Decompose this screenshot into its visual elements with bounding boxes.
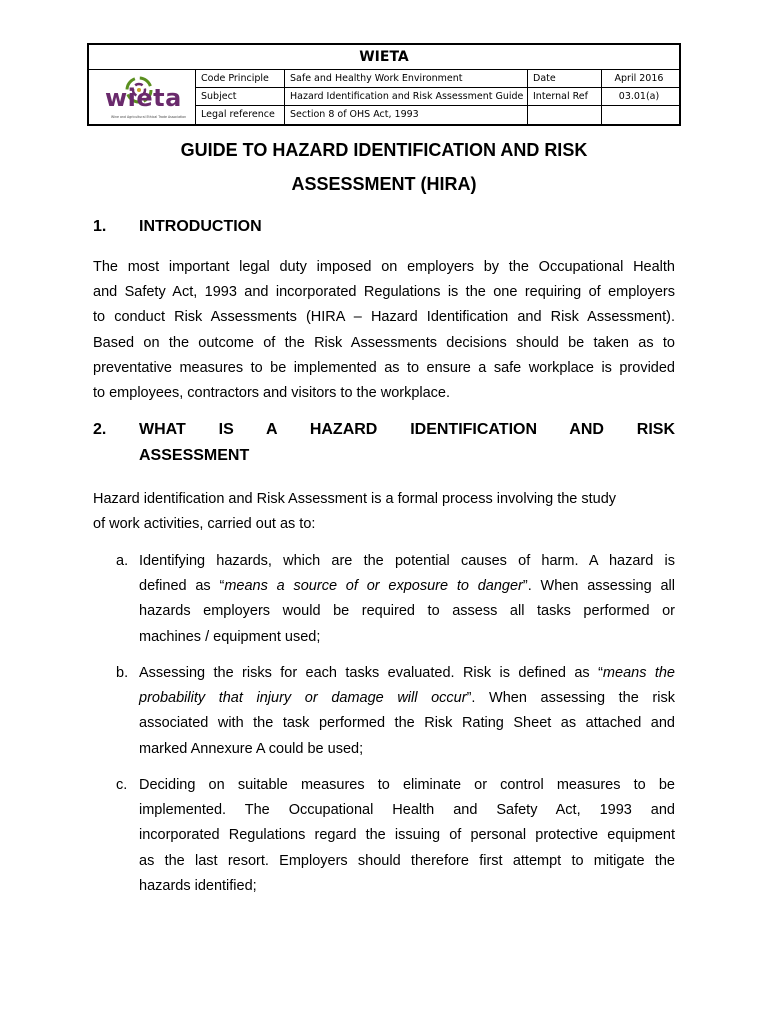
text-line: probability that injury or damage will occur”. When assessing the risk (139, 690, 675, 707)
text-line: Hazard identification and Risk Assessment is a formal process involving the study (93, 491, 617, 507)
document-header-table (87, 43, 681, 126)
text-line: of work activities, carried out as to: (93, 516, 316, 533)
text-line: preventative measures to be implemented as to ensure a safe workplace is provided (93, 359, 675, 376)
text-line: marked Annexure A could be used; (139, 740, 364, 757)
text-line: defined as “means a source of or exposure to danger”. When assessing all (139, 578, 675, 595)
text-line: to employees, contractors and visitors to the workplace. (93, 385, 451, 402)
section-number: 1. (93, 218, 107, 235)
header-value: Hazard Identification and Risk Assessment Guide (285, 88, 528, 106)
logo-wordmark: wieta (105, 84, 182, 112)
text-line: The most important legal duty imposed on employers by the Occupational Health (93, 259, 675, 275)
page-title-line2: ASSESSMENT (HIRA) (291, 174, 477, 194)
text-line: to conduct Risk Assessments (HIRA – Hazard Identification and Risk Assessment). (93, 309, 675, 326)
text-line: Based on the outcome of the Risk Assessments decisions should be taken as to (93, 334, 675, 351)
page-title: GUIDE TO HAZARD IDENTIFICATION AND RISK (180, 140, 588, 160)
header-label: Date (528, 70, 602, 88)
wieta-logo (89, 70, 196, 124)
header-row (196, 106, 679, 124)
header-label (528, 106, 602, 124)
header-row (196, 88, 679, 106)
section-heading-hira (93, 421, 675, 465)
org-name: WIETA (89, 45, 679, 70)
logo-tagline: Wine and Agricultural Ethical Trade Association (111, 115, 187, 119)
header-value: Section 8 of OHS Act, 1993 (285, 106, 528, 124)
text-line: as the last resort. Employers should therefore first attempt to mitigate the (139, 852, 675, 869)
section-title: INTRODUCTION (139, 218, 262, 235)
header-value (602, 106, 676, 124)
header-label: Code Principle (196, 70, 285, 88)
text-line: hazards employers would be required to assess all tasks performed or (139, 603, 675, 620)
section-title-line2: ASSESSMENT (139, 447, 250, 464)
text-line: associated with the task performed the Risk Rating Sheet as attached and (139, 715, 675, 732)
hira-intro-paragraph (93, 487, 675, 537)
text-line: machines / equipment used; (139, 628, 321, 645)
text-line: Assessing the risks for each tasks evaluated. Risk is defined as “means the (139, 665, 675, 681)
text-line: and Safety Act, 1993 and incorporated Regulations is the one requiring of employers (93, 284, 675, 301)
header-value: Safe and Healthy Work Environment (285, 70, 528, 88)
header-label: Legal reference (196, 106, 285, 124)
section-number: 2. (93, 421, 107, 438)
text-line: hazards identified; (139, 877, 257, 894)
text-line: implemented. The Occupational Health and Safety Act, 1993 and (139, 802, 675, 819)
text-line: incorporated Regulations regard the issuing of personal protective equipment (139, 827, 675, 844)
list-marker: c. (116, 777, 128, 793)
text-line: Deciding on suitable measures to eliminate or control measures to be (139, 777, 675, 793)
header-label: Subject (196, 88, 285, 106)
list-marker: b. (116, 665, 129, 681)
header-value: April 2016 (614, 73, 664, 84)
section-heading-introduction (93, 218, 262, 236)
introduction-paragraph (93, 255, 675, 406)
section-title: WHAT IS A HAZARD IDENTIFICATION AND RISK (139, 421, 675, 438)
header-value: 03.01(a) (618, 91, 660, 102)
list-marker: a. (116, 553, 129, 569)
header-label: Internal Ref (528, 88, 602, 106)
text-line: Identifying hazards, which are the potential causes of harm. A hazard is (139, 553, 675, 569)
header-row (196, 70, 679, 88)
